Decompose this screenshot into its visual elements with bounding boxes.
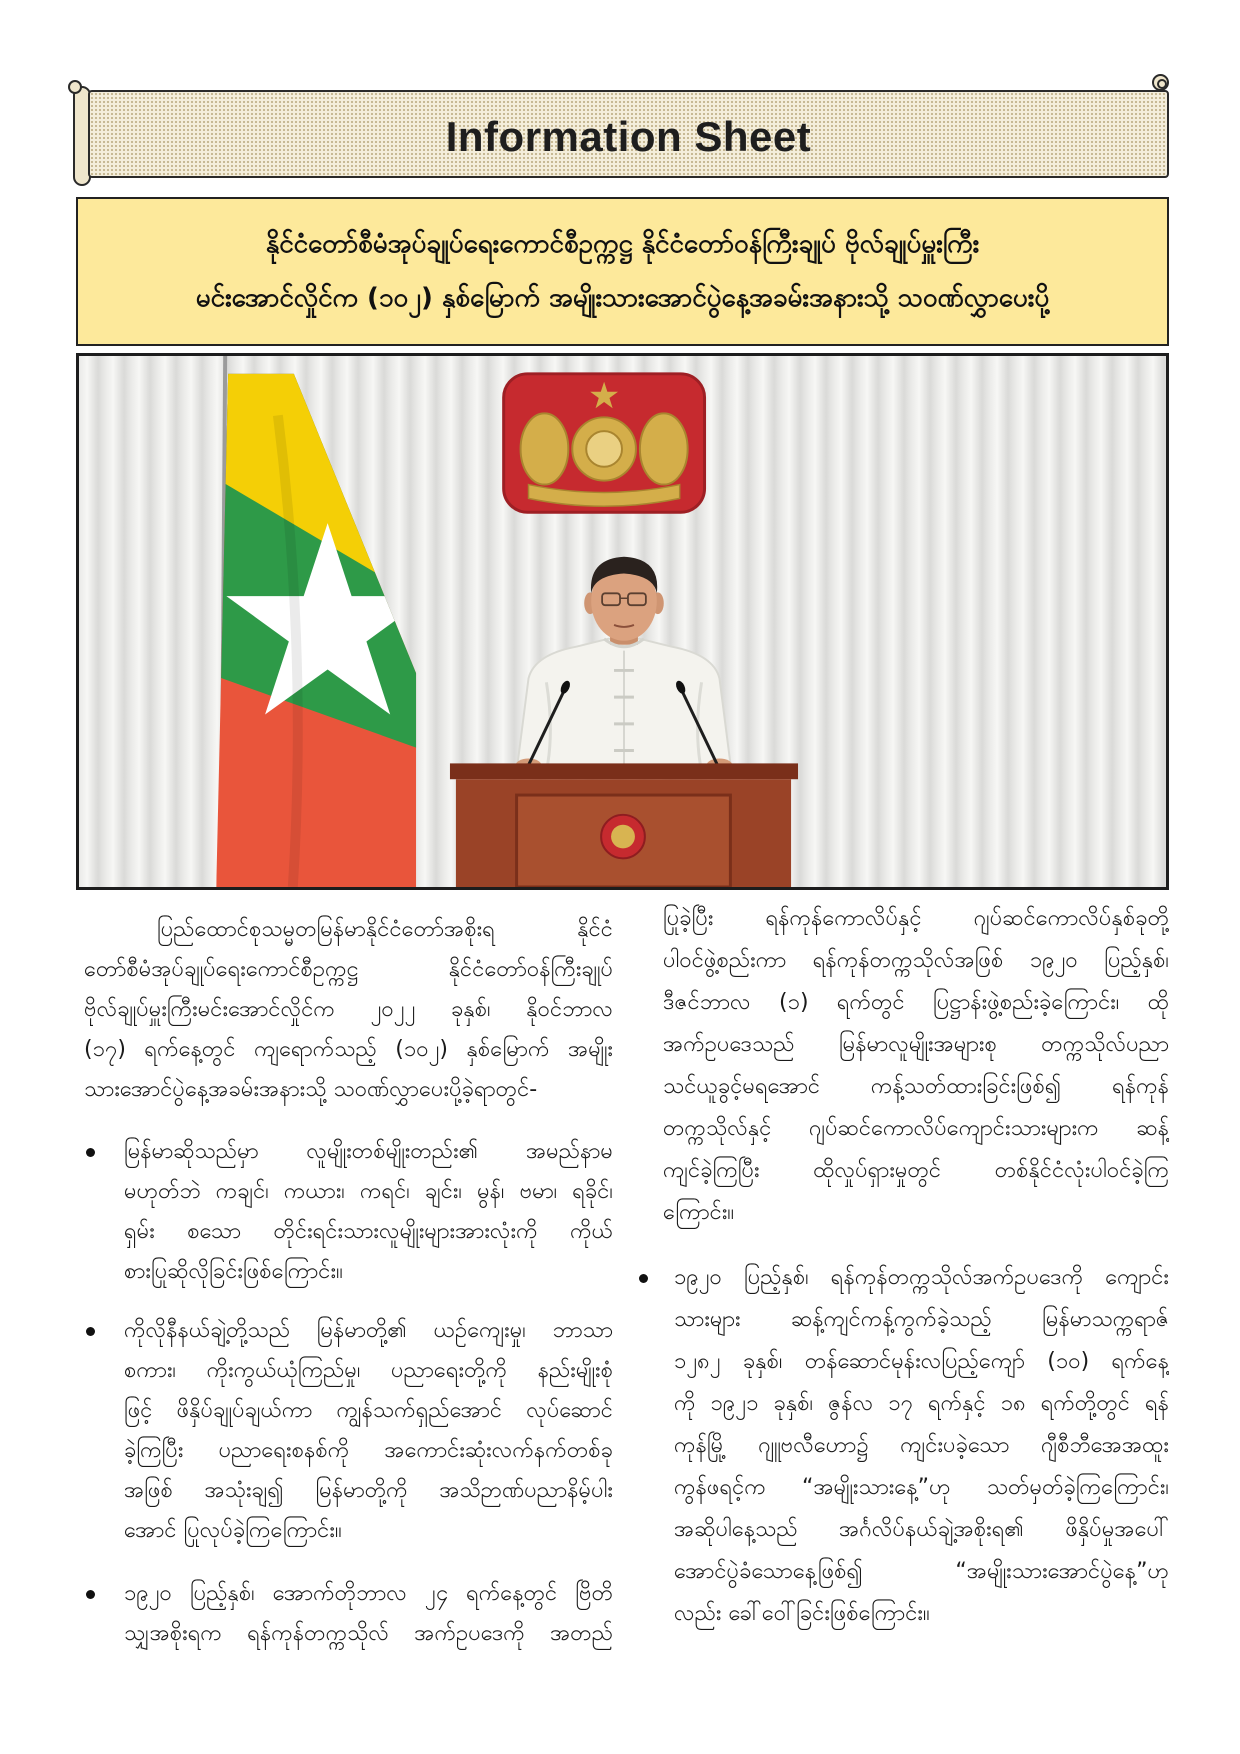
podium-top — [450, 763, 798, 779]
text-line: သျှအစိုးရက ရန်ကုန်တက္ကသိုလ် အက်ဥပဒေကို အတည် — [124, 1621, 613, 1646]
bullet-item — [84, 1574, 613, 1654]
text-line: ပြုခဲ့ပြီး ရန်ကုန်ကောလိပ်နှင့် ဂျပ်ဆင်ကောလိပ်နှစ်ခုတို့ — [663, 906, 1169, 931]
text-line: သားများ ဆန့်ကျင်ကန့်ကွက်ခဲ့သည့် မြန်မာသက္ကရာဇ် — [674, 1307, 1169, 1332]
bullet-marker — [86, 1148, 95, 1157]
bullet-item — [663, 1257, 1169, 1635]
continued-paragraph — [663, 898, 1169, 1234]
text-line: သားအောင်ပွဲနေ့အခမ်းအနားသို့ သဝဏ်လွှာပေးပို့ခဲ့ရာတွင်- — [84, 1077, 538, 1102]
title-banner — [88, 90, 1169, 178]
banner-scroll-curl-right — [1152, 74, 1169, 91]
text-line: ကိုလိုနီနယ်ချဲ့တို့သည် မြန်မာတို့၏ ယဉ်ကျေးမှု၊ ဘာသာ — [124, 1318, 613, 1343]
bullet-item — [84, 1311, 613, 1551]
text-line: ပြည်ထောင်စုသမ္မတမြန်မာနိုင်ငံတော်အစိုးရ နိုင်ငံ — [157, 917, 613, 942]
text-line: အက်ဥပဒေသည် မြန်မာလူမျိုးအများစု တက္ကသိုလ်ပညာ — [663, 1032, 1169, 1057]
text-line: ကြောင်း။ — [663, 1200, 735, 1225]
headline-box — [76, 197, 1169, 346]
text-line: လည်း ခေါ်ဝေါ်ခြင်းဖြစ်ကြောင်း။ — [674, 1601, 930, 1626]
text-line: အောင် ပြုလုပ်ခဲ့ကြကြောင်း။ — [124, 1518, 342, 1543]
right-column — [663, 898, 1169, 1635]
text-line: အဆိုပါနေ့သည် အင်္ဂလိပ်နယ်ချဲ့အစိုးရ၏ ဖိနှိပ်မှုအပေါ် — [674, 1517, 1169, 1542]
headline-line: မင်းအောင်လှိုင်က (၁၀၂) နှစ်မြောက် အမျိုးသားအောင်ပွဲနေ့အခမ်းအနားသို့ သဝဏ်လွှာပေးပို့ — [195, 283, 1050, 313]
text-line: (၁၇) ရက်နေ့တွင် ကျရောက်သည့် (၁၀၂) နှစ်မြောက် အမျိုး — [84, 1037, 613, 1062]
text-line: တော်စီမံအုပ်ချုပ်ရေးကောင်စီဥက္ကဋ္ဌ နိုင်ငံတော်ဝန်ကြီးချုပ် — [84, 957, 613, 982]
text-line: ၁၉၂၀ ပြည့်နှစ်၊ အောက်တိုဘာလ ၂၄ ရက်နေ့တွင် ဗြိတိ — [124, 1581, 613, 1606]
photo-illustration — [79, 356, 1166, 887]
text-line: မြန်မာဆိုသည်မှာ လူမျိုးတစ်မျိုးတည်း၏ အမည်နာမ — [124, 1139, 613, 1164]
text-line: ခဲ့ကြပြီး ပညာရေးစနစ်ကို အကောင်းဆုံးလက်နက်တစ်ခု — [124, 1438, 613, 1463]
text-line: ကို ၁၉၂၁ ခုနှစ်၊ ဇွန်လ ၁၇ ရက်နှင့် ၁၈ ရက်တို့တွင် ရန် — [674, 1391, 1169, 1416]
text-line: စားပြုဆိုလိုခြင်းဖြစ်ကြောင်း။ — [124, 1259, 343, 1284]
bullet-marker — [639, 1274, 648, 1283]
text-line: ပါဝင်ဖွဲ့စည်းကာ ရန်ကုန်တက္ကသိုလ်အဖြစ် ၁၉၂၀ ပြည့်နှစ်၊ — [663, 948, 1169, 973]
text-line: အဖြစ် အသုံးချ၍ မြန်မာတို့ကို အသိဉာဏ်ပညာနိမ့်ပါး — [124, 1478, 613, 1503]
news-photo — [76, 353, 1169, 890]
bullet-item — [84, 1132, 613, 1292]
emblem-map-icon — [586, 431, 622, 467]
text-line: ဗိုလ်ချုပ်မှူးကြီးမင်းအောင်လှိုင်က ၂၀၂၂ ခုနှစ်၊ နိုဝင်ဘာလ — [84, 997, 613, 1022]
podium — [450, 763, 798, 887]
text-line: တက္ကသိုလ်နှင့် ဂျပ်ဆင်ကောလိပ်ကျောင်းသားများက ဆန့် — [663, 1116, 1169, 1141]
emblem-left-lion-icon — [521, 413, 569, 484]
text-line: သင်ယူခွင့်မရအောင် ကန့်သတ်ထားခြင်းဖြစ်၍ ရန်ကုန် — [663, 1074, 1169, 1099]
speaker — [516, 557, 733, 773]
text-line: ဖြင့် ဖိနှိပ်ချုပ်ချယ်ကာ ကျွန်သက်ရှည်အောင် လုပ်ဆောင် — [124, 1398, 613, 1423]
page-title: Information Sheet — [445, 113, 812, 160]
banner-scroll-curl-left — [68, 80, 82, 94]
left-column — [84, 910, 613, 1654]
text-line: ကွန်ဖရင့်က “အမျိုးသားနေ့”ဟု သတ်မှတ်ခဲ့ကြကြောင်း၊ — [674, 1475, 1169, 1500]
state-emblem — [504, 374, 705, 512]
intro-paragraph — [84, 910, 613, 1110]
text-line: ၁၂၈၂ ခုနှစ်၊ တန်ဆောင်မုန်းလပြည့်ကျော် (၁၀) ရက်နေ့ — [674, 1349, 1169, 1374]
text-line: ကုန်မြို့ ဂျူဗလီဟော၌ ကျင်းပခဲ့သော ဂျီစီဘီအေအထူး — [674, 1433, 1169, 1458]
text-line: စကား၊ ကိုးကွယ်ယုံကြည်မှု၊ ပညာရေးတို့ကို နည်းမျိုးစုံ — [124, 1358, 613, 1383]
text-line: ကျင်ခဲ့ကြပြီး ထိုလှုပ်ရှားမှုတွင် တစ်နိုင်ငံလုံးပါဝင်ခဲ့ကြ — [663, 1158, 1169, 1183]
bullet-marker — [86, 1327, 95, 1336]
text-line: ဒီဇင်ဘာလ (၁) ရက်တွင် ပြဋ္ဌာန်းဖွဲ့စည်းခဲ့ကြောင်း၊ ထို — [663, 990, 1169, 1015]
podium-emblem-center — [611, 825, 635, 849]
headline-line: နိုင်ငံတော်စီမံအုပ်ချုပ်ရေးကောင်စီဥက္ကဋ္ဌ နိုင်ငံတော်ဝန်ကြီးချုပ် ဗိုလ်ချုပ်မှူးကြီး — [265, 229, 980, 259]
myanmar-flag — [208, 356, 429, 887]
text-line: ၁၉၂၀ ပြည့်နှစ်၊ ရန်ကုန်တက္ကသိုလ်အက်ဥပဒေကို ကျောင်း — [674, 1265, 1169, 1290]
text-line: ရှမ်း စသော တိုင်းရင်းသားလူမျိုးများအားလုံးကို ကိုယ် — [124, 1219, 613, 1244]
emblem-right-lion-icon — [640, 413, 688, 484]
bullet-marker — [86, 1590, 95, 1599]
text-line: မဟုတ်ဘဲ ကချင်၊ ကယား၊ ကရင်၊ ချင်း၊ မွန်၊ ဗမာ၊ ရခိုင်၊ — [124, 1179, 613, 1204]
text-line: အောင်ပွဲခံသောနေ့ဖြစ်၍ “အမျိုးသားအောင်ပွဲနေ့”ဟု — [674, 1559, 1169, 1584]
